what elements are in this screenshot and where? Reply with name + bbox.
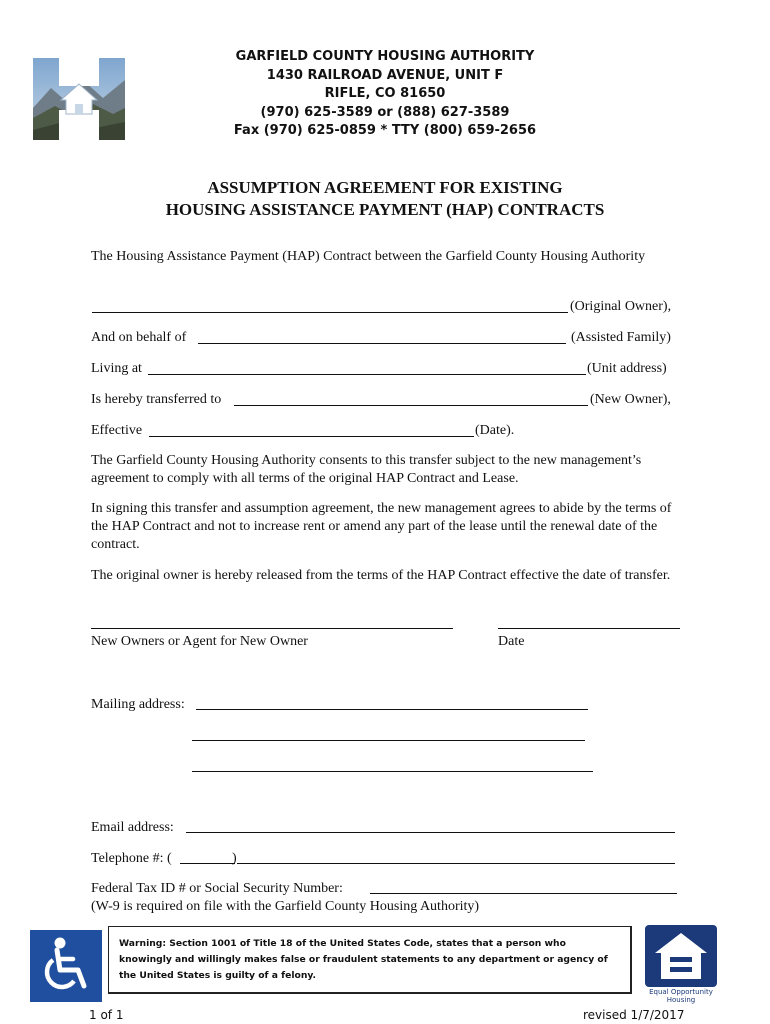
new-owner-signature-line[interactable]	[91, 628, 453, 629]
agency-street: 1430 RAILROAD AVENUE, UNIT F	[266, 67, 504, 83]
mailing-address-line-1[interactable]	[196, 709, 588, 710]
revision-date: revised 1/7/2017	[583, 1008, 685, 1022]
original-owner-line[interactable]	[92, 312, 568, 313]
title-line-2: HOUSING ASSISTANCE PAYMENT (HAP) CONTRACTS	[165, 200, 605, 219]
title-line-1: ASSUMPTION AGREEMENT FOR EXISTING	[207, 178, 563, 197]
unit-address-line[interactable]	[148, 374, 586, 375]
document-title	[90, 177, 680, 221]
agency-header	[200, 48, 570, 141]
agency-phone: (970) 625-3589 or (888) 627-3589	[260, 104, 510, 120]
original-owner-label: (Original Owner),	[570, 299, 672, 314]
living-at-label: Living at	[91, 361, 142, 376]
unit-address-label: (Unit address)	[587, 361, 667, 376]
w9-note: (W-9 is required on file with the Garfield County Housing Authority)	[91, 899, 480, 914]
agency-name: GARFIELD COUNTY HOUSING AUTHORITY	[235, 49, 535, 64]
housing-authority-logo	[33, 58, 125, 140]
new-owner-line[interactable]	[234, 405, 588, 406]
telephone-number-line[interactable]	[237, 863, 675, 864]
warning-box: Warning: Section 1001 of Title 18 of the United States Code, states that a person who knowingly and willingly makes false or fraudulent statements to any department or agency of the United States is guilty of a felony.	[108, 926, 632, 994]
email-label: Email address:	[91, 820, 174, 835]
page-number: 1 of 1	[89, 1008, 124, 1022]
assisted-family-line[interactable]	[198, 343, 566, 344]
release-paragraph: The original owner is hereby released from the terms of the HAP Contract effective the date of transfer.	[91, 568, 671, 583]
telephone-label: Telephone #: (	[91, 851, 172, 866]
signature-date-label: Date	[498, 634, 525, 649]
assisted-family-label: (Assisted Family)	[571, 330, 671, 345]
on-behalf-label: And on behalf of	[91, 330, 187, 345]
wheelchair-accessibility-icon	[30, 930, 102, 1002]
eho-label-line-1: Equal Opportunity	[649, 988, 713, 996]
effective-date-label: (Date).	[475, 423, 515, 438]
signature-date-line[interactable]	[498, 628, 680, 629]
telephone-paren-close: )	[232, 851, 237, 866]
eho-label	[640, 988, 722, 1004]
effective-date-line[interactable]	[149, 436, 474, 437]
taxid-line[interactable]	[370, 893, 677, 894]
transferred-to-label: Is hereby transferred to	[91, 392, 222, 407]
agency-city: RIFLE, CO 81650	[324, 86, 446, 101]
mailing-address-line-3[interactable]	[192, 771, 593, 772]
email-line[interactable]	[186, 832, 675, 833]
mailing-address-label: Mailing address:	[91, 697, 185, 712]
taxid-label: Federal Tax ID # or Social Security Number:	[91, 881, 343, 896]
effective-label: Effective	[91, 423, 143, 438]
mailing-address-line-2[interactable]	[192, 740, 585, 741]
consent-paragraph: The Garfield County Housing Authority consents to this transfer subject to the new management’s agreement to comply with all terms of the original HAP Contract and Lease.	[91, 453, 642, 486]
new-owner-label: (New Owner),	[590, 392, 671, 407]
agency-fax: Fax (970) 625-0859 * TTY (800) 659-2656	[233, 123, 537, 138]
intro-paragraph: The Housing Assistance Payment (HAP) Contract between the Garfield County Housing Authority	[91, 249, 646, 264]
telephone-area-code-line[interactable]	[180, 863, 235, 864]
eho-label-line-2: Housing	[666, 996, 696, 1004]
new-owner-signature-label: New Owners or Agent for New Owner	[91, 634, 308, 649]
signing-paragraph: In signing this transfer and assumption agreement, the new management agrees to abide by the terms of the HAP Contract and not to increase rent or amend any part of the lease until the renewal date of the contract.	[91, 501, 672, 552]
